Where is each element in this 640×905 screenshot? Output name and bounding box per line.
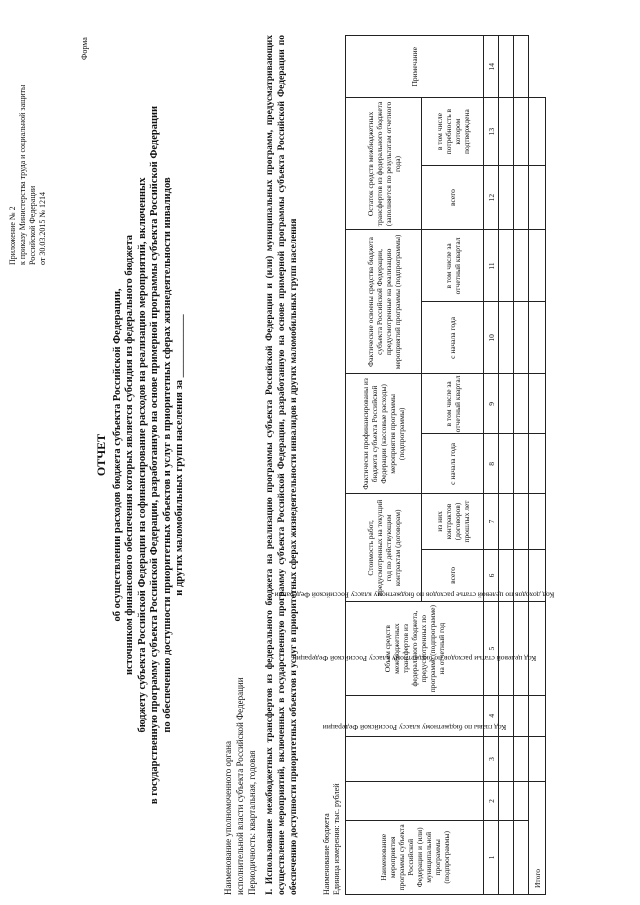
col-header-text: Код целевой статьи расходов по бюджетному классу Российской Федерации [292, 654, 537, 664]
col-header: Стоимость работ, предусмотренных на текущий год по действующим контрактам (договорам) [346, 494, 422, 602]
col-number: 6 [484, 549, 499, 602]
empty-cell [529, 494, 546, 549]
measure-label: Единица измерения: тыс. рублей [332, 783, 341, 895]
empty-cell [529, 374, 546, 434]
total-label: Итого [529, 782, 546, 895]
title-main: ОТЧЕТ [94, 433, 108, 477]
col-header: Фактически профинансированы из бюджета субъекта Российской Федерации (кассовые расходы) мероприятия программы (подпрограммы) [346, 374, 422, 494]
empty-cell [499, 98, 514, 165]
org-label: Наименование уполномоченного органа [223, 741, 233, 895]
col-number: 12 [484, 165, 499, 230]
col-number: 1 [484, 820, 499, 894]
budget-label: Наименование бюджета [322, 813, 331, 895]
empty-cell [529, 230, 546, 302]
empty-cell [514, 165, 529, 230]
appendix-line: Приложение № 2 [8, 206, 17, 265]
col-header-text: Код главы по бюджетному классу Российской Федерации [322, 722, 507, 732]
col-number: 4 [484, 695, 499, 736]
report-title [95, 45, 187, 865]
col-number: 14 [484, 36, 499, 99]
col-header [322, 722, 507, 820]
units-block [322, 784, 342, 896]
appendix-line: от 30.03.2015 № 1214 [38, 191, 47, 265]
empty-cell [499, 494, 514, 549]
empty-cell [514, 736, 529, 782]
title-line: и других маломобильных групп населения за ____________ [174, 314, 185, 596]
period-label: Периодичность: квартальная, годовая [247, 750, 257, 895]
col-header: Примечание [346, 36, 484, 99]
empty-cell [514, 98, 529, 165]
title-line: по обеспечению доступности приоритетных объектов и услуг в приоритетных сферах жизнедеятельности инвалидов [161, 177, 173, 733]
col-number: 2 [484, 782, 499, 820]
org-label-2: исполнительной власти субъекта Российской Федерации [235, 677, 245, 895]
empty-cell [529, 434, 546, 494]
col-header-text: Код доходов по целевой статье расходов по бюджетному классу Российской Федерации [274, 590, 555, 600]
table-row [514, 36, 529, 895]
empty-cell [514, 782, 529, 820]
sub-header: с начала года [422, 302, 484, 374]
empty-cell [529, 736, 546, 782]
sub-header: в том числе за отчетный квартал [422, 230, 484, 302]
appendix-note [8, 15, 48, 265]
empty-cell [529, 165, 546, 230]
appendix-line: Российской Федерации [28, 185, 37, 265]
form-label: Форма [80, 37, 89, 60]
empty-cell [529, 302, 546, 374]
title-line: в государственную программу субъекта Российской Федерации, разработанную на основе примерной программы субъекта Российской Федерации [149, 105, 160, 805]
empty-cell [514, 695, 529, 736]
sub-header: из них контрактов (договоров) прошлых лет [422, 494, 484, 549]
col-number: 3 [484, 736, 499, 782]
empty-cell [514, 494, 529, 549]
empty-cell [514, 302, 529, 374]
empty-cell [499, 374, 514, 434]
empty-cell [514, 36, 529, 99]
empty-cell [499, 736, 514, 782]
empty-cell [514, 434, 529, 494]
empty-cell [529, 98, 546, 165]
empty-cell [529, 695, 546, 736]
col-number: 9 [484, 374, 499, 434]
title-line: бюджету субъекта Российской Федерации на софинансирование расходов на реализацию мероприятий, включенных [136, 177, 148, 733]
sub-header: в том числе за отчетный квартал [422, 374, 484, 434]
appendix-line: к приказу Министерства труда и социальной защиты [18, 84, 27, 265]
col-number: 7 [484, 494, 499, 549]
empty-cell [499, 820, 514, 894]
empty-cell [499, 782, 514, 820]
col-header: Объем средств межбюджетных трансфертов из федерального бюджета, предусмотренных по программе (подпрограмме) на отчетный год [346, 602, 484, 696]
col-header: Фактические освоены средства бюджета субъекта Российской Федерации, предусмотренные на реализацию мероприятий программы (подпрограммы) [346, 230, 422, 374]
sub-header: в том числе потребность в котором подтверждена [422, 98, 484, 165]
column-number-row [484, 36, 499, 895]
col-number: 10 [484, 302, 499, 374]
col-number: 8 [484, 434, 499, 494]
total-row [529, 36, 546, 895]
title-line: источником финансового обеспечения которых является субсидия из федерального бюджета [124, 234, 135, 676]
col-number: 5 [484, 602, 499, 696]
empty-cell [514, 820, 529, 894]
empty-cell [529, 602, 546, 696]
empty-cell [499, 36, 514, 99]
empty-cell [514, 374, 529, 434]
empty-cell [499, 434, 514, 494]
section-paragraph: I. Использование межбюджетных трансфертов из федерального бюджета на реализацию программы субъекта Российской Федерации и (или) муниципальных программ, предусматривающих осуществление мероприятий, включенных в государственную программу субъекта Российской Федерации, разработанную на основе примерной программы субъекта Российской Федерации по обеспечению доступности приоритетных объектов и услуг в приоритетных сферах жизнедеятельности инвалидов и других маломобильных групп населения [265, 35, 299, 895]
table-row [499, 36, 514, 895]
sub-header: с начала года [422, 434, 484, 494]
empty-cell [514, 230, 529, 302]
col-number: 11 [484, 230, 499, 302]
sub-header: всего [422, 549, 484, 602]
col-header: Наименование мероприятия программы субъекта Российской Федерации и (или) муниципальной программы (подпрограммы) [346, 820, 484, 894]
title-line: об осуществлении расходов бюджета субъекта Российской Федерации, [111, 288, 123, 622]
empty-cell [499, 602, 514, 696]
col-header: Остаток средств межбюджетных трансфертов из федерального бюджета (заполняется по результатам отчетного года) [346, 98, 422, 230]
meta-block [222, 677, 258, 895]
sub-header: всего [422, 165, 484, 230]
empty-cell [499, 230, 514, 302]
empty-cell [499, 165, 514, 230]
empty-cell [499, 302, 514, 374]
header-row [346, 36, 422, 895]
empty-cell [514, 602, 529, 696]
col-number: 13 [484, 98, 499, 165]
